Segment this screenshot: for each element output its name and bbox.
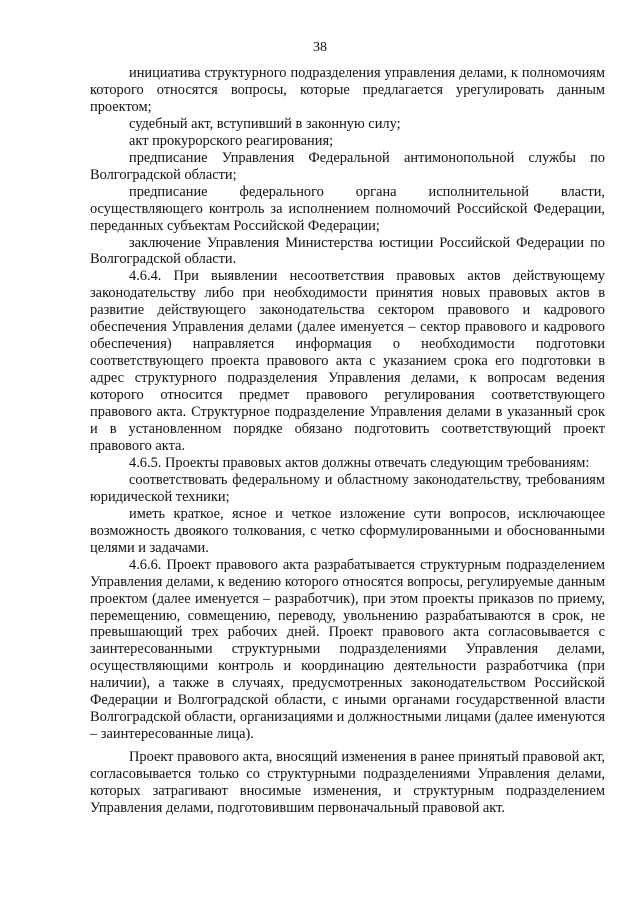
paragraph-amendment-approval: Проект правового акта, вносящий изменения в ранее принятый правовой акт, согласовывается только со структурными подразделениями Управления делами, которых затрагивают вносимые изменения, и структурным подразделением Управления делами, подготовившим первоначальный правовой акт. <box>90 749 605 816</box>
paragraph-4-6-4: 4.6.4. При выявлении несоответствия правовых актов действующему законодательству либо при необходимости принятия новых правовых актов в развитие действующего законодательства сектором правового и кадрового обеспечения Управления делами (далее именуется – сектор правового и кадрового обеспечения) направляется информация о необходимости подготовки соответствующего проекта правового акта с указанием срока его подготовки в адрес структурного подразделения Управления делами, к вопросам ведения которого относится предмет правового регулирования соответствующего правового акта. Структурное подразделение Управления делами в указанный срок и в установленном порядке обязано подготовить соответствующий проект правового акта. <box>90 268 605 454</box>
paragraph-prosecutor-act: акт прокурорского реагирования; <box>129 132 334 149</box>
document-body <box>90 65 605 817</box>
paragraph-fas-order: предписание Управления Федеральной антимонопольной службы по Волгоградской области; <box>90 149 605 183</box>
paragraph-initiative: инициатива структурного подразделения управления делами, к полномочиям которого относятся вопросы, которые предлагается урегулировать данным проектом; <box>90 65 605 115</box>
paragraph-requirement-legislation: соответствовать федеральному и областному законодательству, требованиям юридической техники; <box>90 471 605 505</box>
paragraph-requirement-clarity: иметь краткое, ясное и четкое изложение сути вопросов, исключающее возможность двоякого толкования, с четко сформулированными и обоснованными целями и задачами. <box>90 505 605 556</box>
page-number: 38 <box>313 40 327 55</box>
paragraph-court-act: судебный акт, вступивший в законную силу; <box>129 115 401 132</box>
paragraph-justice-conclusion: заключение Управления Министерства юстиции Российской Федерации по Волгоградской области. <box>90 234 605 268</box>
paragraph-4-6-6: 4.6.6. Проект правового акта разрабатывается структурным подразделением Управления делами, к ведению которого относятся вопросы, регулируемые данным проектом (далее именуется – разработчик), при этом проекты приказов по приему, перемещению, совмещению, переводу, увольнению разрабатываются в срок, не превышающий трех рабочих дней. Проект правового акта согласовывается с заинтересованными структурными подразделениями Управления делами, осуществляющими контроль и координацию деятельности разработчика (при наличии), а также в случаях, предусмотренных законодательством Российской Федерации и Волгоградской области, с иными органами государственной власти Волгоградской области, организациями и должностными лицами (далее именуются – заинтересованные лица). <box>90 556 605 743</box>
paragraph-federal-order: предписание федерального органа исполнительной власти, осуществляющего контроль за исполнением полномочий Российской Федерации, переданных субъектам Российской Федерации; <box>90 183 605 234</box>
paragraph-4-6-5: 4.6.5. Проекты правовых актов должны отвечать следующим требованиям: <box>129 454 590 471</box>
